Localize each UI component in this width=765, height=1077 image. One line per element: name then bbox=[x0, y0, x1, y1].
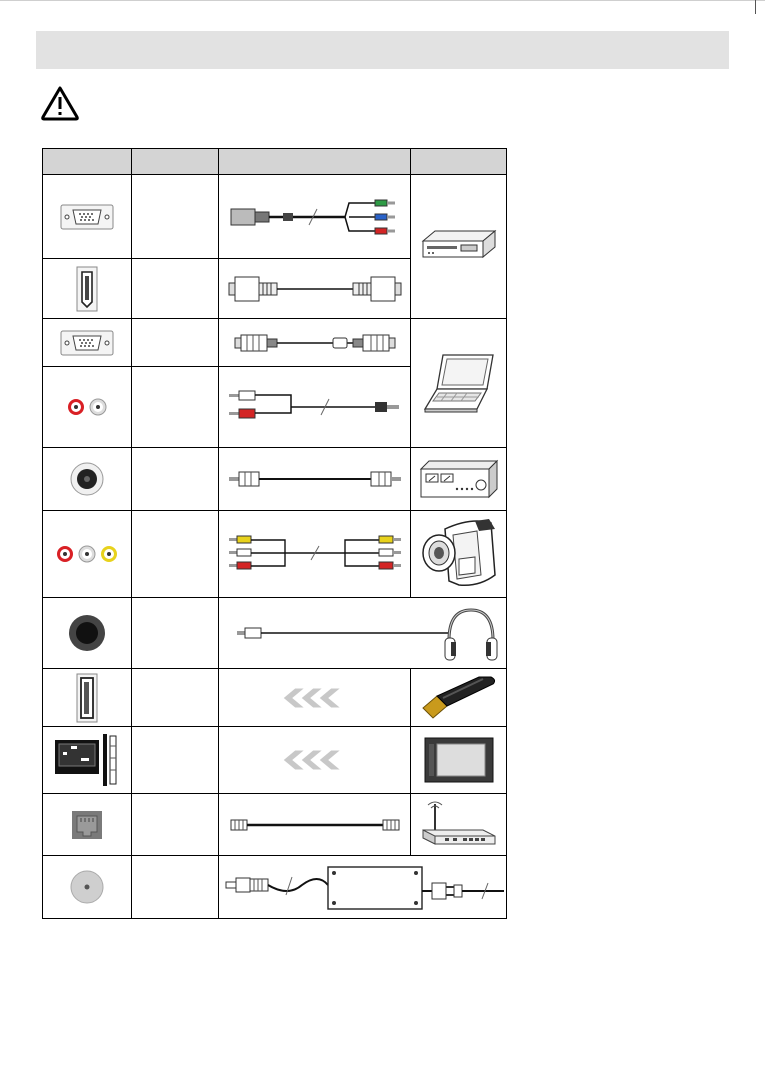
page-corner-mark bbox=[755, 0, 756, 14]
cable-cell bbox=[219, 319, 411, 367]
device-cell bbox=[411, 794, 507, 856]
table-row bbox=[43, 319, 507, 367]
audio-in-rca-port-icon bbox=[62, 396, 112, 418]
power-adapter-icon bbox=[222, 861, 504, 913]
vga-cable-icon bbox=[225, 329, 405, 357]
cable-cell bbox=[219, 794, 411, 856]
table-row bbox=[43, 448, 507, 511]
table-row bbox=[43, 511, 507, 598]
label-cell bbox=[132, 598, 219, 669]
cable-cell bbox=[219, 259, 411, 319]
table-row bbox=[43, 175, 507, 259]
device-cell bbox=[411, 448, 507, 511]
composite-av-cable-icon bbox=[225, 532, 405, 576]
port-cell bbox=[43, 794, 132, 856]
usb-port-icon bbox=[76, 673, 98, 723]
warning-triangle-icon bbox=[40, 85, 80, 121]
label-cell bbox=[132, 319, 219, 367]
vga-port-icon bbox=[60, 204, 114, 230]
vga-port-icon bbox=[60, 330, 114, 356]
table-row bbox=[43, 794, 507, 856]
table-row bbox=[43, 669, 507, 727]
port-cell bbox=[43, 856, 132, 919]
label-cell bbox=[132, 259, 219, 319]
spdif-coax-port-icon bbox=[69, 461, 105, 497]
device-cell bbox=[411, 669, 507, 727]
connection-table bbox=[42, 148, 507, 919]
headphones-icon bbox=[445, 610, 497, 660]
insert-arrows-icon bbox=[275, 749, 355, 771]
column-header bbox=[219, 149, 411, 175]
rca-to-minijack-cable-icon bbox=[225, 385, 405, 429]
label-cell bbox=[132, 669, 219, 727]
port-cell bbox=[43, 175, 132, 259]
section-header-bar bbox=[36, 31, 729, 69]
port-cell bbox=[43, 259, 132, 319]
cable-cell bbox=[219, 175, 411, 259]
router-icon bbox=[417, 800, 501, 850]
table-row bbox=[43, 856, 507, 919]
device-cell bbox=[411, 727, 507, 794]
cable-cell bbox=[219, 727, 411, 794]
cable-cell bbox=[219, 511, 411, 598]
page-top-rule bbox=[0, 0, 765, 1]
table-row bbox=[43, 727, 507, 794]
port-cell bbox=[43, 727, 132, 794]
cable-cell bbox=[219, 669, 411, 727]
headphone-jack-icon bbox=[67, 613, 107, 653]
label-cell bbox=[132, 856, 219, 919]
hdmi-port-icon bbox=[76, 266, 98, 312]
coax-audio-cable-icon bbox=[225, 467, 405, 491]
column-header bbox=[411, 149, 507, 175]
table-header-row bbox=[43, 149, 507, 175]
dvd-player-icon bbox=[419, 227, 499, 267]
headphone-cable-icon bbox=[223, 602, 503, 664]
hdmi-cable-icon bbox=[225, 271, 405, 307]
ethernet-cable-icon bbox=[225, 816, 405, 834]
label-cell bbox=[132, 511, 219, 598]
port-cell bbox=[43, 367, 132, 448]
port-cell bbox=[43, 598, 132, 669]
port-cell bbox=[43, 669, 132, 727]
column-header bbox=[132, 149, 219, 175]
cable-cell bbox=[219, 367, 411, 448]
device-cell bbox=[411, 175, 507, 319]
label-cell bbox=[132, 367, 219, 448]
port-cell bbox=[43, 319, 132, 367]
usb-stick-icon bbox=[417, 674, 501, 722]
label-cell bbox=[132, 448, 219, 511]
label-cell bbox=[132, 794, 219, 856]
column-header bbox=[43, 149, 132, 175]
composite-av-port-icon bbox=[54, 543, 120, 565]
ethernet-port-icon bbox=[71, 810, 103, 840]
table-row bbox=[43, 598, 507, 669]
label-cell bbox=[132, 175, 219, 259]
device-cell bbox=[411, 319, 507, 448]
camcorder-icon bbox=[419, 515, 499, 593]
ci-cam-module-icon bbox=[419, 734, 499, 786]
vga-to-component-cable-icon bbox=[225, 195, 405, 239]
device-cell bbox=[411, 511, 507, 598]
insert-arrows-icon bbox=[275, 687, 355, 709]
dc-power-port-icon bbox=[69, 869, 105, 905]
label-cell bbox=[132, 727, 219, 794]
cable-cell bbox=[219, 856, 507, 919]
laptop-icon bbox=[421, 351, 497, 415]
ci-slot-icon bbox=[53, 732, 121, 788]
cable-cell bbox=[219, 598, 507, 669]
cable-cell bbox=[219, 448, 411, 511]
port-cell bbox=[43, 448, 132, 511]
port-cell bbox=[43, 511, 132, 598]
audio-amplifier-icon bbox=[417, 457, 501, 501]
